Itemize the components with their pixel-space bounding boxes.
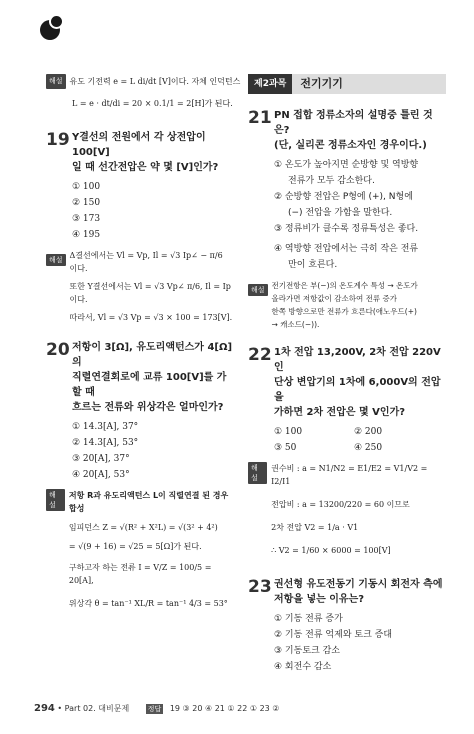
option[interactable]: ① 기동 전류 증가 — [274, 614, 343, 624]
explanation-badge: 해설 — [248, 284, 268, 296]
explanation-line: 저항 R과 유도리액턴스 L이 직렬연결 된 경우 — [68, 491, 229, 500]
question-text: (단, 실리콘 정류소자인 경우이다.) — [274, 140, 427, 151]
question-20 — [46, 340, 234, 415]
page-footer — [34, 703, 279, 714]
right-column — [248, 74, 446, 675]
option[interactable]: ① 100 — [274, 427, 303, 437]
explanation-line: 구하고자 하는 전류 I = V/Z = 100/5 = 20[A], — [68, 563, 212, 585]
explanation-22 — [248, 462, 446, 557]
explanation-line: 위상각 θ = tan⁻¹ XL/R = tan⁻¹ 4/3 = 53° — [68, 599, 228, 608]
section-badge: 제2과목 — [248, 74, 292, 94]
explanation-badge: 해설 — [46, 74, 66, 89]
option[interactable]: ④ 195 — [72, 230, 101, 240]
explanation-line: 합성 — [68, 504, 85, 513]
explanation-line: → 캐소드(−)). — [271, 320, 320, 329]
question-text: 권선형 유도전동기 기동시 회전자 측에 — [274, 579, 443, 590]
option[interactable]: ④ 역방향 전압에서는 극히 작은 전류 — [274, 244, 419, 254]
question-text: 가하면 2차 전압은 몇 V인가? — [274, 407, 406, 418]
question-text: 1차 전압 13,200V, 2차 전압 220V인 — [274, 347, 441, 373]
question-text: 직렬연결회로에 교류 100[V]를 가할 때 — [72, 372, 227, 398]
question-21 — [248, 108, 446, 153]
option[interactable]: ④ 20[A], 53° — [72, 470, 130, 480]
question-text: 단상 변압기의 1차에 6,000V의 전압을 — [274, 377, 441, 403]
left-column — [46, 74, 241, 610]
explanation-line: 또한 Y결선에서는 Vl = √3 Vp∠ π/6, Il = Ip — [69, 282, 231, 291]
explanation-line: 따라서, Vl = √3 Vp = √3 × 100 = 173[V]. — [69, 313, 233, 322]
options-20 — [72, 419, 234, 483]
question-number: 21 — [248, 108, 272, 128]
explanation-line: 임피던스 Z = √(R² + X²L) = √(3² + 4²) — [68, 523, 218, 532]
answer-key: 19 ③ 20 ④ 21 ① 22 ① 23 ② — [169, 704, 280, 713]
explanation-badge: 해설 — [46, 489, 65, 511]
option[interactable]: ① 14.3[A], 37° — [72, 422, 139, 432]
explanation-20 — [46, 489, 234, 610]
option[interactable]: ③ 20[A], 37° — [72, 454, 130, 464]
question-text: Y결선의 전원에서 각 상전압이 100[V] — [72, 132, 206, 158]
question-number: 19 — [46, 130, 70, 150]
option[interactable]: ② 200 — [354, 427, 383, 437]
option[interactable]: ② 순방향 전압은 P형에 (+), N형에 — [274, 192, 413, 202]
option[interactable]: ② 14.3[A], 53° — [72, 438, 139, 448]
question-23 — [248, 577, 446, 607]
option[interactable]: ② 기동 전류 억제와 토크 증대 — [274, 630, 393, 640]
explanation-line: 전기전항은 부(−)의 온도계수 특성 → 온도가 — [271, 281, 418, 290]
explanation-badge: 해설 — [248, 462, 267, 484]
option[interactable]: ④ 250 — [354, 443, 383, 453]
page-number: 294 — [34, 703, 55, 714]
question-number: 20 — [46, 340, 70, 360]
explanation-badge: 해설 — [46, 254, 66, 266]
options-22 — [274, 424, 446, 456]
question-19 — [46, 130, 234, 175]
option[interactable]: ③ 173 — [72, 214, 101, 224]
explanation-line: Δ결선에서는 Vl = Vp, Il = √3 Ip∠ − π/6 — [69, 251, 223, 260]
explanation-line: 전압비 : a = 13200/220 = 60 이므로 — [271, 500, 410, 509]
options-21 — [274, 157, 446, 273]
section-header — [248, 74, 446, 94]
explanation-text: L = e · dt/di = 20 × 0.1/1 = 2[H]가 된다. — [72, 99, 233, 108]
option[interactable]: ④ 회전수 감소 — [274, 662, 332, 672]
explanation-line: 2차 전압 V2 = 1/a · V1 — [271, 523, 359, 532]
explanation-line: 권수비 : a = N1/N2 = E1/E2 = V1/V2 = I2/I1 — [271, 464, 428, 486]
explanation-line: ∴ V2 = 1/60 × 6000 = 100[V] — [271, 546, 391, 555]
explanation-21 — [248, 279, 446, 331]
question-text: 흐르는 전류와 위상각은 얼마인가? — [72, 402, 224, 413]
question-text: 저항이 3[Ω], 유도리액턴스가 4[Ω]의 — [72, 342, 233, 368]
question-text: PN 접합 정류소자의 설명중 틀린 것은? — [274, 110, 433, 136]
explanation-19 — [46, 249, 234, 324]
question-number: 23 — [248, 577, 272, 597]
explanation-line: 한쪽 방향으로만 전류가 흐른다(애노우드(+) — [271, 307, 417, 316]
explanation-text: 유도 기전력 e = L di/dt [V]이다. 자체 인덕턴스 — [69, 77, 241, 86]
option[interactable]: ② 150 — [72, 198, 101, 208]
option-cont: (−) 전압을 가함을 말한다. — [288, 208, 393, 218]
option[interactable]: ③ 정류비가 클수록 정류특성은 좋다. — [274, 224, 419, 234]
top-explanation — [46, 74, 241, 110]
option[interactable]: ① 100 — [72, 182, 101, 192]
option[interactable]: ③ 기동토크 감소 — [274, 646, 340, 656]
option[interactable]: ③ 50 — [274, 443, 297, 453]
option[interactable]: ① 온도가 높아지면 순방향 및 역방향 — [274, 160, 419, 170]
explanation-line: 올라가면 저항값이 감소하여 전류 증가 — [271, 294, 397, 303]
explanation-line: 이다. — [69, 264, 88, 273]
question-22 — [248, 345, 446, 420]
option-cont: 만이 흐른다. — [288, 260, 338, 270]
option-cont: 전류가 모두 감소한다. — [288, 176, 375, 186]
part-label: • Part 02. 대비문제 — [57, 704, 130, 713]
options-19 — [72, 179, 234, 243]
section-title: 전기기기 — [292, 74, 446, 94]
question-number: 22 — [248, 345, 272, 365]
explanation-line: = √(9 + 16) = √25 = 5[Ω]가 된다. — [68, 542, 202, 551]
question-text: 저항을 넣는 이유는? — [274, 594, 365, 605]
explanation-line: 이다. — [69, 295, 88, 304]
options-23 — [274, 611, 446, 675]
answer-badge: 정답 — [147, 705, 162, 713]
page-corner-mark — [40, 20, 60, 40]
question-text: 일 때 선간전압은 약 몇 [V]인가? — [72, 162, 219, 173]
